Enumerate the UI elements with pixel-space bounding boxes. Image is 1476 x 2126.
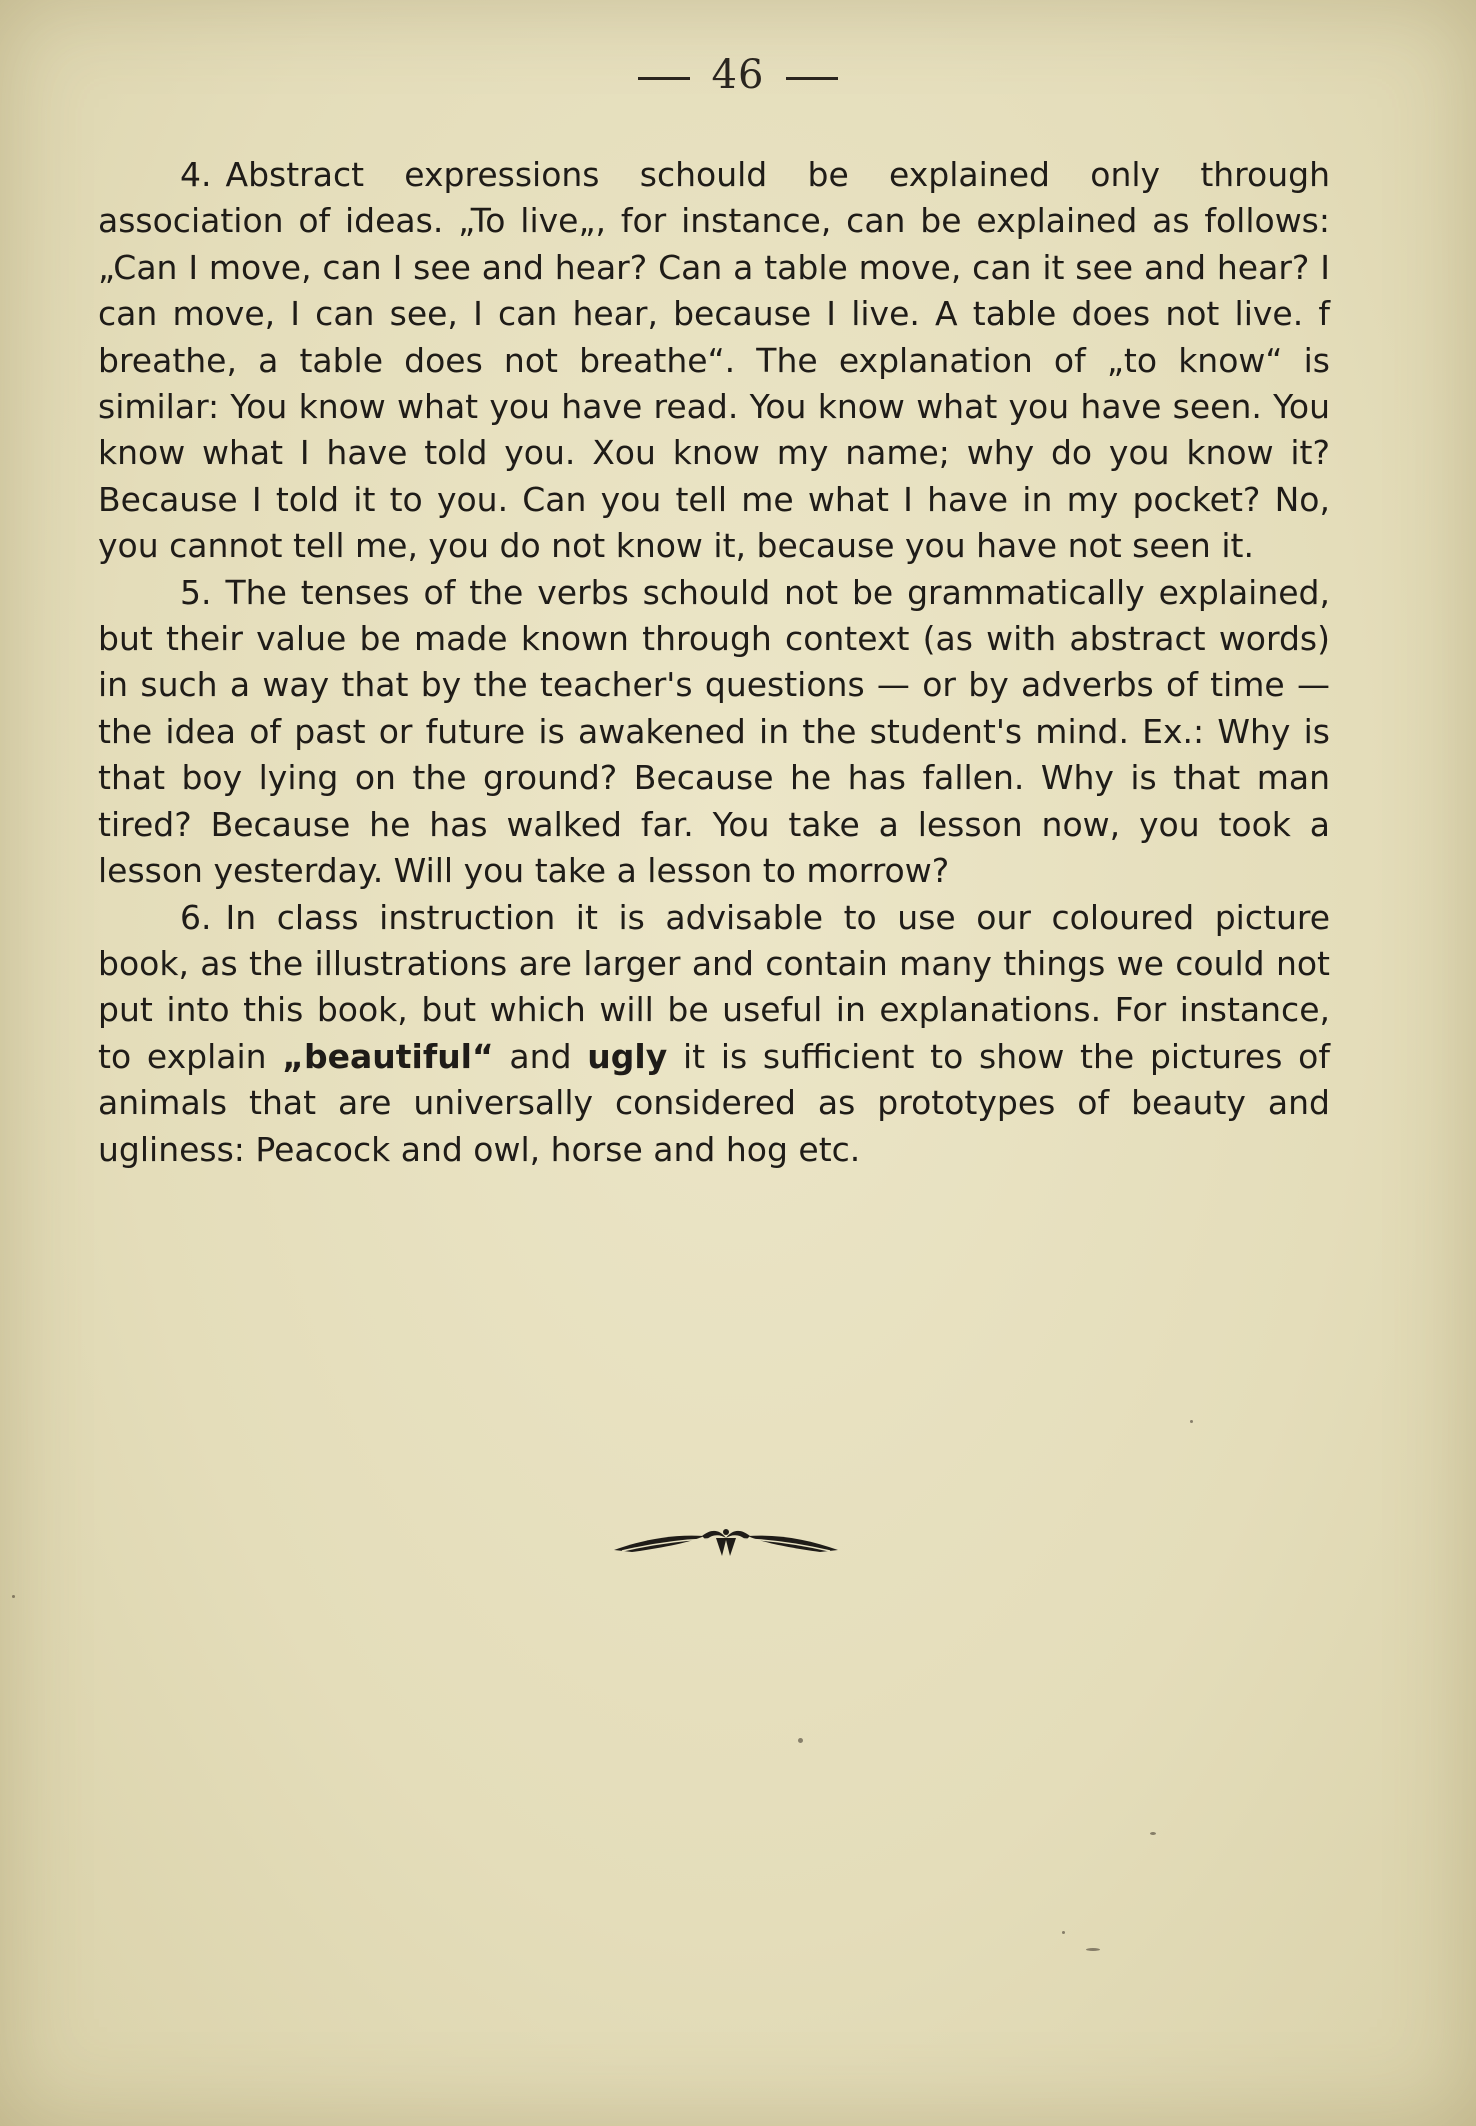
paragraph-text: it is sufficient to show the pictures of animals that are universally considered as prototypes of beauty and ugliness: Peacock and owl, horse and hog etc.	[98, 1036, 1330, 1169]
bold-term-beautiful: „beautiful“	[282, 1036, 494, 1076]
paragraph-text: In class instruction it is advisable to use our coloured picture book, as the illustrations are larger and contain many things we could not put into this book, but which will be useful in explanations. For instance, to explain	[98, 897, 1330, 1076]
header-dash-right	[786, 77, 838, 80]
paragraph-number: 6.	[180, 897, 212, 937]
paper-speck	[1190, 1420, 1193, 1423]
header-dash-left	[638, 77, 690, 80]
paragraph-text: Abstract expressions schould be explained only through association of ideas. „To live„, for instance, can be explained as follows: „Can I move, can I see and hear? Can a table move, can it see and hear? I can move, I can see, I can hear, because I live. A table does not live. f breathe, a table does not breathe“. The explanation of „to know“ is similar: You know what you have read. You know what you have seen. You know what I have told you. Xou know my name; why do you know it? Because I told it to you. Can you tell me what I have in my pocket? No, you cannot tell me, you do not know it, because you have not seen it.	[98, 155, 1330, 566]
paragraph-number: 4.	[180, 155, 212, 194]
paper-speck	[1086, 1948, 1100, 1951]
paragraph-4	[98, 152, 1330, 570]
paragraph-number: 5.	[180, 572, 212, 612]
paper-speck	[12, 1595, 15, 1598]
paragraph-text: and	[493, 1036, 588, 1076]
vine-tailpiece-ornament-icon	[612, 1520, 840, 1560]
page-header	[0, 52, 1476, 98]
paragraph-text: The tenses of the verbs schould not be grammatically explained, but their value be made known through context (as with abstract words) in such a way that by the teacher's questions — or by adverbs of time — the idea of past or future is awakened in the student's mind. Ex.: Why is that boy lying on the ground? Because he has fallen. Why is that man tired? Because he has walked far. You take a lesson now, you took a lesson yesterday. Will you take a lesson to morrow?	[98, 572, 1330, 891]
paper-speck	[1062, 1931, 1065, 1934]
paragraph-5	[98, 570, 1330, 895]
bold-term-ugly: ugly	[587, 1036, 668, 1076]
body-text	[98, 152, 1330, 1173]
paper-speck	[1150, 1832, 1156, 1835]
paragraph-6	[98, 895, 1330, 1173]
paper-speck	[798, 1738, 803, 1743]
page-number: 46	[711, 52, 765, 98]
